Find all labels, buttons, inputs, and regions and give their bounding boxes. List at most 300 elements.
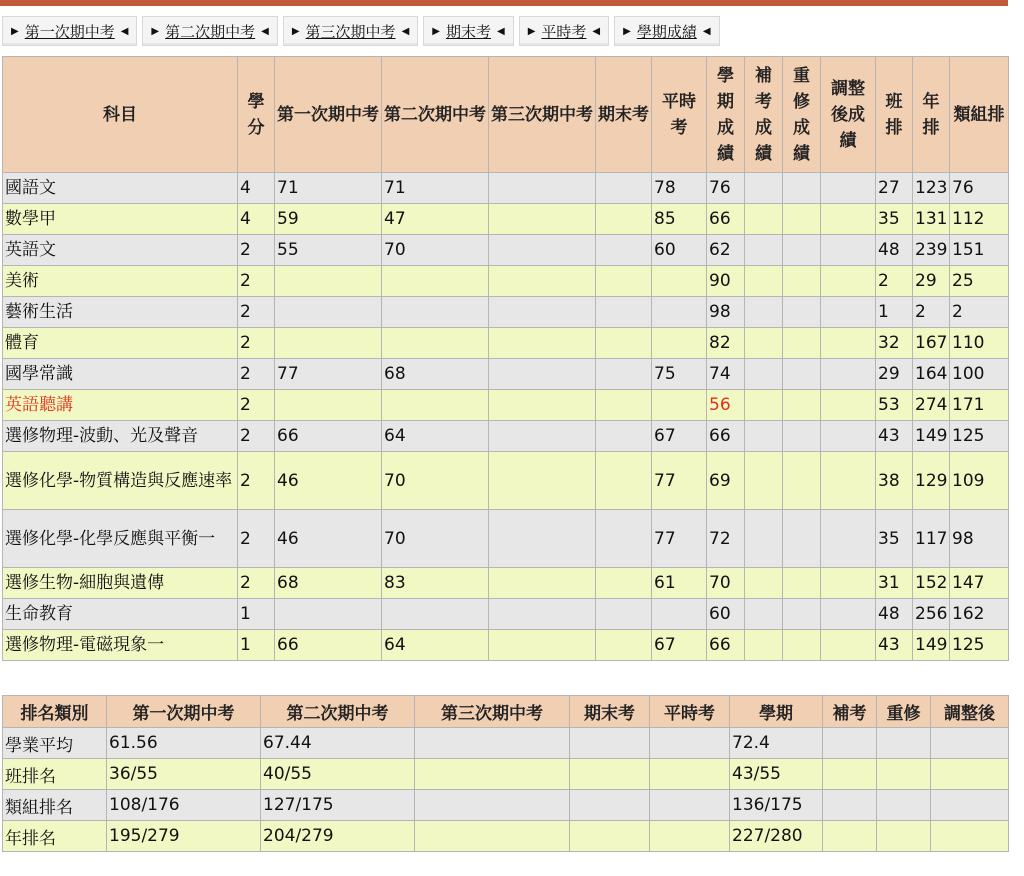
cell-mid1: 66 [275,421,382,452]
triangle-left-icon: ◀ [496,25,505,37]
cell-group-rank: 25 [950,266,1009,297]
cell-class-rank: 1 [876,297,913,328]
col-category: 排名類別 [3,696,107,728]
tab-label: 第二次期中考 [165,22,256,41]
col-group-rank: 類組排 [950,57,1009,173]
col-retake: 重修成績 [783,57,821,173]
triangle-left-icon: ◀ [702,25,711,37]
cell-final [596,173,652,204]
cell-class-rank: 32 [876,328,913,359]
cell-mid2: 64 [382,421,489,452]
cell-mid3 [489,421,596,452]
cell-retake [877,790,931,821]
cell-subject: 選修化學-化學反應與平衡一 [3,510,238,568]
cell-adjusted [821,297,876,328]
cell-mid1 [275,328,382,359]
cell-retake [783,568,821,599]
cell-quiz: 60 [652,235,707,266]
cell-makeup [745,235,783,266]
col-mid3: 第三次期中考 [489,57,596,173]
cell-mid3 [489,599,596,630]
tab-quiz[interactable] [519,16,609,46]
cell-quiz [650,728,730,759]
col-semester: 學期成績 [707,57,745,173]
cell-mid3 [489,359,596,390]
table-row [3,568,1009,599]
cell-sem: 227/280 [730,821,823,852]
cell-mid2: 47 [382,204,489,235]
cell-mid3 [489,510,596,568]
cell-group-rank: 147 [950,568,1009,599]
cell-group-rank: 100 [950,359,1009,390]
cell-mid2 [382,390,489,421]
tab-semester[interactable] [614,16,719,46]
cell-class-rank: 38 [876,452,913,510]
cell-makeup [745,452,783,510]
cell-mid1: 36/55 [107,759,261,790]
cell-group-rank: 109 [950,452,1009,510]
cell-makeup [823,728,877,759]
cell-category: 學業平均 [3,728,107,759]
cell-subject: 生命教育 [3,599,238,630]
cell-subject: 選修物理-電磁現象一 [3,630,238,661]
cell-mid2 [382,266,489,297]
cell-mid1: 61.56 [107,728,261,759]
cell-mid2 [382,297,489,328]
cell-credit: 2 [238,297,275,328]
cell-quiz [652,390,707,421]
ranking-header-row [3,696,1009,728]
col-mid2: 第二次期中考 [261,696,415,728]
cell-class-rank: 29 [876,359,913,390]
cell-retake [877,759,931,790]
cell-credit: 2 [238,452,275,510]
triangle-right-icon: ▶ [623,25,631,37]
table-row [3,599,1009,630]
cell-credit: 2 [238,359,275,390]
cell-sem: 136/175 [730,790,823,821]
cell-final [596,266,652,297]
cell-subject: 國語文 [3,173,238,204]
table-row [3,173,1009,204]
table-row [3,297,1009,328]
cell-final [596,390,652,421]
cell-year-rank: 164 [913,359,950,390]
cell-sem: 90 [707,266,745,297]
cell-makeup [745,173,783,204]
col-makeup: 補考 [823,696,877,728]
cell-retake [783,452,821,510]
col-mid1: 第一次期中考 [275,57,382,173]
col-mid1: 第一次期中考 [107,696,261,728]
cell-mid2: 71 [382,173,489,204]
cell-adjusted [821,328,876,359]
cell-class-rank: 43 [876,421,913,452]
cell-final [596,328,652,359]
cell-makeup [745,390,783,421]
cell-adjusted [931,821,1009,852]
cell-subject: 藝術生活 [3,297,238,328]
cell-mid2: 127/175 [261,790,415,821]
cell-group-rank: 125 [950,630,1009,661]
cell-year-rank: 274 [913,390,950,421]
cell-subject: 選修物理-波動、光及聲音 [3,421,238,452]
cell-makeup [823,790,877,821]
col-quiz: 平時考 [650,696,730,728]
cell-final [596,421,652,452]
cell-adjusted [821,599,876,630]
cell-retake [877,821,931,852]
cell-retake [783,390,821,421]
cell-retake [783,359,821,390]
top-accent-bar [0,0,1008,6]
cell-year-rank: 131 [913,204,950,235]
table-row [3,421,1009,452]
cell-quiz: 77 [652,510,707,568]
cell-quiz [652,297,707,328]
cell-subject: 英語聽講 [3,390,238,421]
grades-table [2,56,1009,661]
cell-makeup [745,510,783,568]
cell-class-rank: 35 [876,204,913,235]
cell-sem: 70 [707,568,745,599]
cell-final [596,568,652,599]
triangle-left-icon: ◀ [592,25,601,37]
cell-credit: 2 [238,421,275,452]
cell-mid2 [382,599,489,630]
tab-label: 平時考 [541,22,587,41]
cell-retake [783,204,821,235]
cell-mid1 [275,297,382,328]
table-row [3,266,1009,297]
cell-mid3 [489,630,596,661]
cell-class-rank: 53 [876,390,913,421]
cell-mid2: 68 [382,359,489,390]
cell-year-rank: 2 [913,297,950,328]
col-mid2: 第二次期中考 [382,57,489,173]
cell-retake [783,630,821,661]
cell-makeup [823,821,877,852]
cell-mid2: 40/55 [261,759,415,790]
cell-mid3 [415,790,570,821]
cell-mid3 [415,728,570,759]
tab-label: 學期成績 [636,22,697,41]
cell-final [570,790,650,821]
cell-adjusted [821,630,876,661]
cell-category: 類組排名 [3,790,107,821]
cell-mid1: 77 [275,359,382,390]
cell-category: 年排名 [3,821,107,852]
cell-mid1: 68 [275,568,382,599]
table-row [3,510,1009,568]
cell-mid3 [489,204,596,235]
cell-sem: 72 [707,510,745,568]
cell-adjusted [821,235,876,266]
tab-final[interactable] [423,16,513,46]
cell-quiz: 75 [652,359,707,390]
cell-class-rank: 48 [876,235,913,266]
cell-mid1: 46 [275,510,382,568]
cell-year-rank: 129 [913,452,950,510]
cell-mid3 [489,235,596,266]
cell-retake [783,599,821,630]
col-adjusted: 調整後成績 [821,57,876,173]
cell-final [596,599,652,630]
table-row [3,790,1009,821]
cell-group-rank: 171 [950,390,1009,421]
cell-mid1: 108/176 [107,790,261,821]
triangle-left-icon: ◀ [120,25,129,37]
cell-mid3 [415,821,570,852]
table-row [3,359,1009,390]
triangle-right-icon: ▶ [151,25,160,37]
cell-year-rank: 123 [913,173,950,204]
cell-sem: 98 [707,297,745,328]
cell-adjusted [821,421,876,452]
col-adjusted: 調整後 [931,696,1009,728]
cell-subject: 美術 [3,266,238,297]
cell-adjusted [821,173,876,204]
tab-mid2[interactable] [142,16,277,46]
cell-year-rank: 117 [913,510,950,568]
cell-final [596,359,652,390]
cell-final [570,821,650,852]
table-row [3,235,1009,266]
cell-sem: 72.4 [730,728,823,759]
cell-credit: 2 [238,510,275,568]
cell-adjusted [821,510,876,568]
cell-final [570,759,650,790]
cell-sem: 60 [707,599,745,630]
cell-final [596,630,652,661]
cell-sem: 69 [707,452,745,510]
cell-quiz: 61 [652,568,707,599]
triangle-right-icon: ▶ [291,25,300,37]
table-row [3,204,1009,235]
cell-group-rank: 2 [950,297,1009,328]
cell-credit: 2 [238,390,275,421]
cell-quiz: 67 [652,421,707,452]
cell-makeup [745,359,783,390]
cell-mid2: 70 [382,235,489,266]
cell-retake [783,328,821,359]
cell-mid1: 71 [275,173,382,204]
table-row [3,728,1009,759]
cell-subject: 國學常識 [3,359,238,390]
cell-mid1: 59 [275,204,382,235]
tab-mid3[interactable] [283,16,418,46]
cell-group-rank: 76 [950,173,1009,204]
cell-mid1 [275,599,382,630]
cell-adjusted [821,266,876,297]
col-makeup: 補考成績 [745,57,783,173]
cell-makeup [745,599,783,630]
cell-year-rank: 152 [913,568,950,599]
cell-quiz [650,821,730,852]
cell-mid3 [415,759,570,790]
cell-credit: 2 [238,235,275,266]
cell-subject: 數學甲 [3,204,238,235]
table-row [3,821,1009,852]
cell-year-rank: 167 [913,328,950,359]
cell-retake [783,235,821,266]
cell-class-rank: 27 [876,173,913,204]
triangle-right-icon: ▶ [432,25,440,37]
cell-sem: 66 [707,630,745,661]
cell-final [596,297,652,328]
cell-sem: 66 [707,204,745,235]
cell-year-rank: 239 [913,235,950,266]
cell-year-rank: 29 [913,266,950,297]
cell-class-rank: 35 [876,510,913,568]
cell-mid2: 83 [382,568,489,599]
col-retake: 重修 [877,696,931,728]
cell-adjusted [821,390,876,421]
cell-sem: 82 [707,328,745,359]
table-row [3,452,1009,510]
cell-year-rank: 149 [913,421,950,452]
tab-label: 期末考 [445,22,491,41]
cell-mid1: 66 [275,630,382,661]
cell-retake [783,266,821,297]
cell-retake [877,728,931,759]
cell-quiz: 78 [652,173,707,204]
cell-mid2: 70 [382,452,489,510]
cell-adjusted [821,359,876,390]
cell-group-rank: 98 [950,510,1009,568]
cell-quiz [652,599,707,630]
cell-category: 班排名 [3,759,107,790]
cell-makeup [745,568,783,599]
triangle-right-icon: ▶ [527,25,536,37]
cell-credit: 1 [238,630,275,661]
cell-group-rank: 110 [950,328,1009,359]
cell-subject: 選修生物-細胞與遺傳 [3,568,238,599]
cell-sem: 74 [707,359,745,390]
grades-header-row [3,57,1009,173]
cell-class-rank: 48 [876,599,913,630]
cell-credit: 4 [238,173,275,204]
cell-mid3 [489,173,596,204]
ranking-table [2,695,1009,852]
cell-credit: 4 [238,204,275,235]
cell-credit: 1 [238,599,275,630]
table-row [3,390,1009,421]
cell-mid1 [275,390,382,421]
cell-mid3 [489,390,596,421]
cell-quiz [650,759,730,790]
cell-adjusted [931,759,1009,790]
cell-retake [783,421,821,452]
cell-mid3 [489,568,596,599]
cell-mid2: 67.44 [261,728,415,759]
cell-adjusted [931,790,1009,821]
cell-mid1: 55 [275,235,382,266]
cell-retake [783,510,821,568]
cell-mid3 [489,266,596,297]
cell-mid3 [489,452,596,510]
cell-group-rank: 125 [950,421,1009,452]
cell-adjusted [821,452,876,510]
cell-sem: 56 [707,390,745,421]
cell-subject: 選修化學-物質構造與反應速率 [3,452,238,510]
cell-group-rank: 151 [950,235,1009,266]
cell-group-rank: 162 [950,599,1009,630]
cell-quiz [652,266,707,297]
table-row [3,759,1009,790]
col-semester: 學期 [730,696,823,728]
cell-quiz [652,328,707,359]
cell-adjusted [931,728,1009,759]
cell-makeup [823,759,877,790]
cell-adjusted [821,204,876,235]
cell-final [570,728,650,759]
cell-mid1: 195/279 [107,821,261,852]
cell-makeup [745,297,783,328]
cell-mid2: 70 [382,510,489,568]
cell-mid2: 64 [382,630,489,661]
col-mid3: 第三次期中考 [415,696,570,728]
cell-credit: 2 [238,328,275,359]
col-quiz: 平時考 [652,57,707,173]
tab-label: 第三次期中考 [305,22,396,41]
cell-makeup [745,266,783,297]
col-year-rank: 年排 [913,57,950,173]
cell-mid2 [382,328,489,359]
cell-adjusted [821,568,876,599]
cell-class-rank: 2 [876,266,913,297]
triangle-right-icon: ▶ [11,25,19,37]
cell-class-rank: 43 [876,630,913,661]
table-row [3,630,1009,661]
tab-mid1[interactable] [2,16,137,46]
cell-group-rank: 112 [950,204,1009,235]
cell-makeup [745,421,783,452]
cell-quiz: 67 [652,630,707,661]
cell-sem: 76 [707,173,745,204]
cell-credit: 2 [238,568,275,599]
table-row [3,328,1009,359]
cell-quiz: 77 [652,452,707,510]
cell-mid3 [489,297,596,328]
cell-sem: 66 [707,421,745,452]
triangle-left-icon: ◀ [261,25,269,37]
cell-retake [783,173,821,204]
cell-mid1 [275,266,382,297]
cell-makeup [745,204,783,235]
cell-class-rank: 31 [876,568,913,599]
cell-retake [783,297,821,328]
cell-mid2: 204/279 [261,821,415,852]
col-final: 期末考 [570,696,650,728]
cell-mid1: 46 [275,452,382,510]
cell-makeup [745,630,783,661]
tab-label: 第一次期中考 [24,22,115,41]
cell-year-rank: 256 [913,599,950,630]
cell-sem: 43/55 [730,759,823,790]
exam-tab-bar [2,16,720,46]
col-class-rank: 班排 [876,57,913,173]
cell-year-rank: 149 [913,630,950,661]
cell-subject: 體育 [3,328,238,359]
cell-quiz: 85 [652,204,707,235]
col-credit: 學分 [238,57,275,173]
triangle-left-icon: ◀ [401,25,410,37]
col-subject: 科目 [3,57,238,173]
cell-mid3 [489,328,596,359]
cell-subject: 英語文 [3,235,238,266]
cell-quiz [650,790,730,821]
